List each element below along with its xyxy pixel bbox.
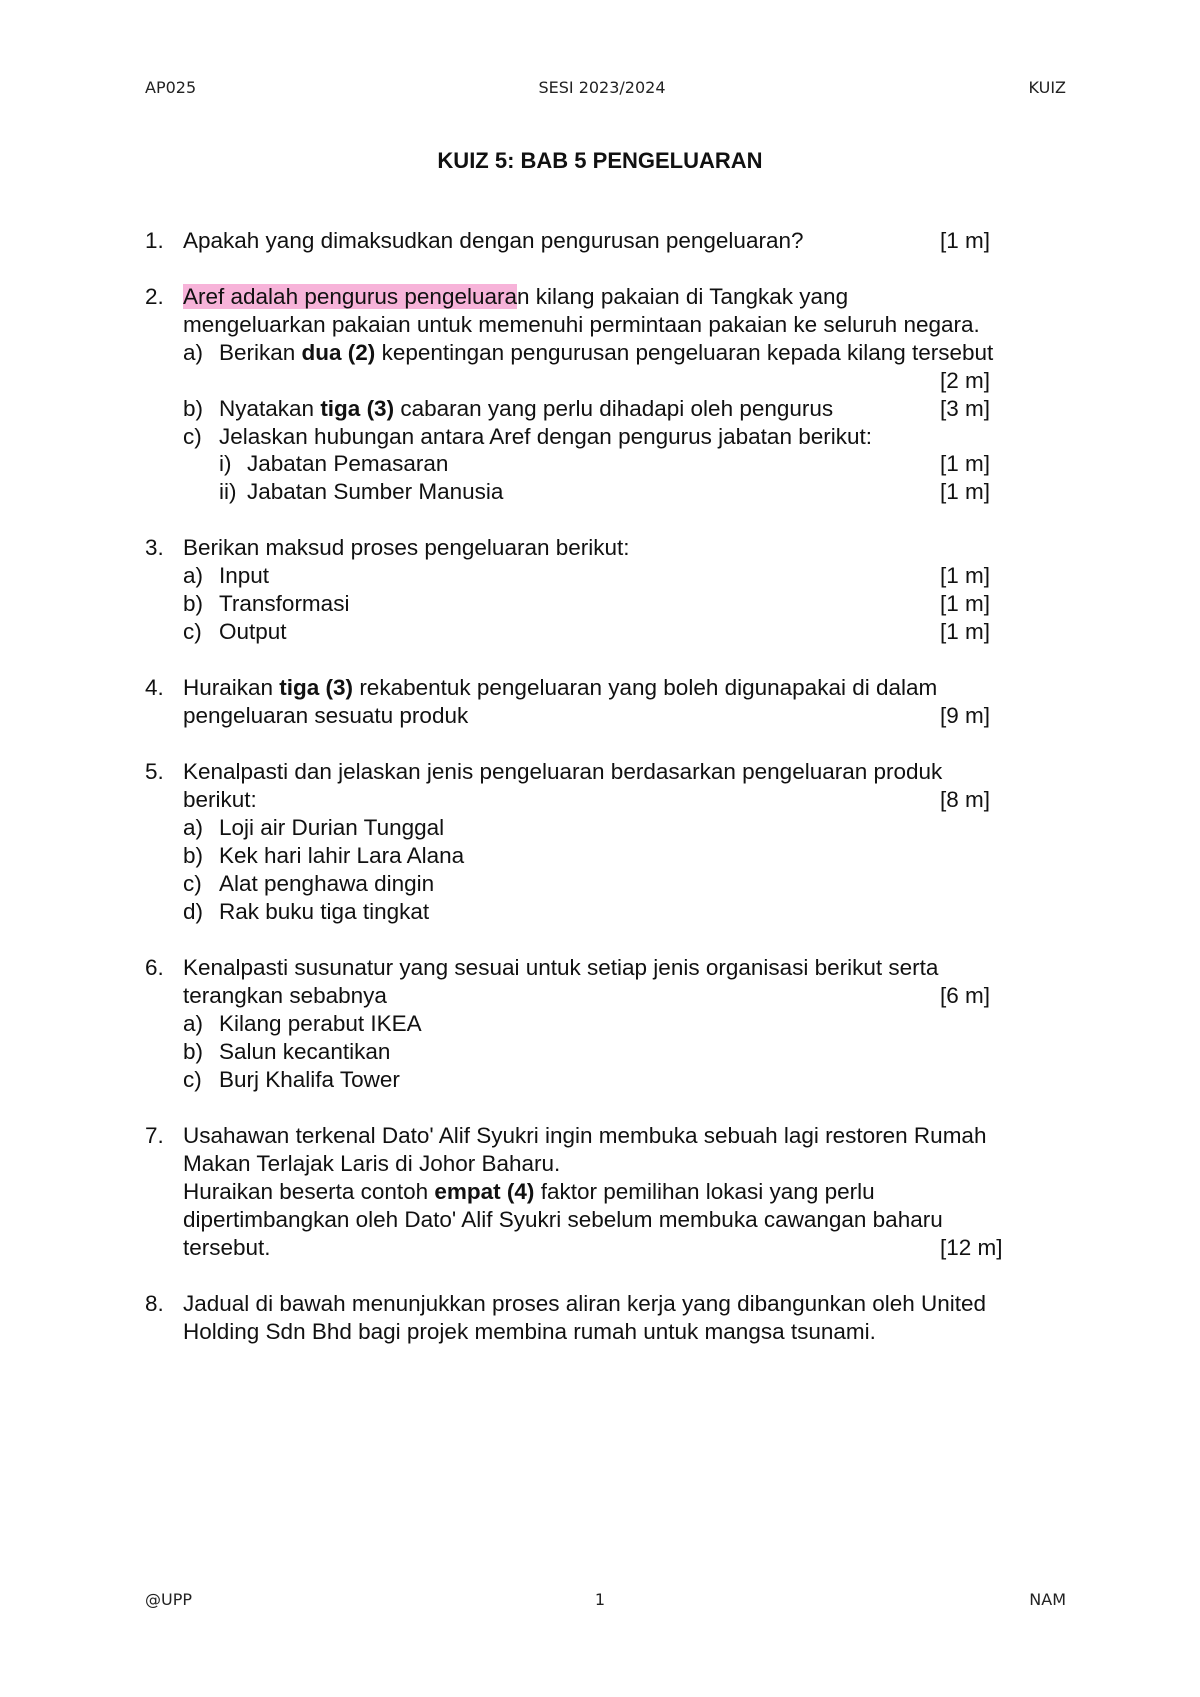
sub-label: c) bbox=[183, 871, 202, 896]
question-text-line-1: Usahawan terkenal Dato' Alif Syukri ingin membuka sebuah lagi restoren Rumah bbox=[183, 1123, 987, 1148]
marks: [1 m] bbox=[940, 479, 991, 504]
header-doc-type: KUIZ bbox=[1028, 78, 1066, 97]
sub-sub-text: Jabatan Pemasaran bbox=[247, 451, 449, 476]
sub-label: b) bbox=[183, 1039, 204, 1064]
question-text: Apakah yang dimaksudkan dengan pengurusan pengeluaran? bbox=[183, 228, 804, 253]
sub-label: b) bbox=[183, 591, 204, 616]
sub-question-text: Burj Khalifa Tower bbox=[219, 1067, 400, 1092]
sub-label: d) bbox=[183, 899, 204, 924]
question-text-line-2: Makan Terlajak Laris di Johor Baharu. bbox=[183, 1151, 561, 1176]
question-text-line-1: Kenalpasti dan jelaskan jenis pengeluaran berdasarkan pengeluaran produk bbox=[183, 759, 943, 784]
sub-sub-text: Jabatan Sumber Manusia bbox=[247, 479, 504, 504]
marks: [12 m] bbox=[940, 1235, 1003, 1260]
question-text-line-2: terangkan sebabnya bbox=[183, 983, 387, 1008]
question-number: 7. bbox=[145, 1123, 164, 1148]
question-number: 5. bbox=[145, 759, 164, 784]
marks: [9 m] bbox=[940, 703, 991, 728]
question-text-line-1: Aref adalah pengurus pengeluaran kilang pakaian di Tangkak yang bbox=[183, 284, 849, 309]
sub-sub-label: i) bbox=[219, 451, 232, 476]
sub-question-text: Nyatakan tiga (3) cabaran yang perlu dihadapi oleh pengurus bbox=[219, 396, 834, 421]
question-number: 6. bbox=[145, 955, 164, 980]
question-text-line-2: pengeluaran sesuatu produk bbox=[183, 703, 469, 728]
question-text-line-2: berikut: bbox=[183, 787, 257, 812]
sub-question-text: Berikan dua (2) kepentingan pengurusan pengeluaran kepada kilang tersebut bbox=[219, 340, 994, 365]
question-number: 2. bbox=[145, 284, 164, 309]
marks: [1 m] bbox=[940, 619, 991, 644]
footer-org: @UPP bbox=[145, 1590, 193, 1609]
page-title: KUIZ 5: BAB 5 PENGELUARAN bbox=[437, 148, 763, 173]
sub-question-text: Loji air Durian Tunggal bbox=[219, 815, 445, 840]
sub-question-text: Input bbox=[219, 563, 270, 588]
sub-question-text: Jelaskan hubungan antara Aref dengan pengurus jabatan berikut: bbox=[219, 424, 872, 449]
question-text-line-2: Holding Sdn Bhd bagi projek membina rumah untuk mangsa tsunami. bbox=[183, 1319, 876, 1344]
sub-label: b) bbox=[183, 843, 204, 868]
question-text-line-3: Huraikan beserta contoh empat (4) faktor pemilihan lokasi yang perlu bbox=[183, 1179, 875, 1204]
sub-label: c) bbox=[183, 1067, 202, 1092]
header-course-code: AP025 bbox=[145, 78, 197, 97]
header-session: SESI 2023/2024 bbox=[538, 78, 666, 97]
sub-question-text: Salun kecantikan bbox=[219, 1039, 391, 1064]
sub-question-text: Alat penghawa dingin bbox=[219, 871, 435, 896]
sub-label: c) bbox=[183, 619, 202, 644]
sub-label: a) bbox=[183, 563, 204, 588]
question-text-line-2: mengeluarkan pakaian untuk memenuhi permintaan pakaian ke seluruh negara. bbox=[183, 312, 980, 337]
highlighted-text: Aref adalah pengurus pengeluara bbox=[183, 284, 518, 309]
question-text-line-1: Jadual di bawah menunjukkan proses aliran kerja yang dibangunkan oleh United bbox=[183, 1291, 987, 1316]
question-text-line-5: tersebut. bbox=[183, 1235, 271, 1260]
question-number: 1. bbox=[145, 228, 164, 253]
sub-label: b) bbox=[183, 396, 204, 421]
marks: [8 m] bbox=[940, 787, 991, 812]
marks: [1 m] bbox=[940, 228, 991, 253]
question-number: 4. bbox=[145, 675, 164, 700]
question-number: 8. bbox=[145, 1291, 164, 1316]
sub-label: c) bbox=[183, 424, 202, 449]
sub-question-text: Output bbox=[219, 619, 287, 644]
sub-question-text: Kilang perabut IKEA bbox=[219, 1011, 422, 1036]
marks: [1 m] bbox=[940, 591, 991, 616]
marks: [3 m] bbox=[940, 396, 991, 421]
sub-question-text: Rak buku tiga tingkat bbox=[219, 899, 430, 924]
question-text-line-1: Kenalpasti susunatur yang sesuai untuk setiap jenis organisasi berikut serta bbox=[183, 955, 939, 980]
sub-label: a) bbox=[183, 340, 204, 365]
question-text-line-4: dipertimbangkan oleh Dato' Alif Syukri sebelum membuka cawangan baharu bbox=[183, 1207, 943, 1232]
page-number: 1 bbox=[594, 1590, 606, 1609]
marks: [6 m] bbox=[940, 983, 991, 1008]
marks: [1 m] bbox=[940, 563, 991, 588]
sub-label: a) bbox=[183, 1011, 204, 1036]
sub-label: a) bbox=[183, 815, 204, 840]
question-text: Berikan maksud proses pengeluaran berikut: bbox=[183, 535, 630, 560]
sub-question-text: Transformasi bbox=[219, 591, 350, 616]
marks: [2 m] bbox=[940, 368, 991, 393]
question-text-line-1: Huraikan tiga (3) rekabentuk pengeluaran yang boleh digunapakai di dalam bbox=[183, 675, 938, 700]
marks: [1 m] bbox=[940, 451, 991, 476]
sub-sub-label: ii) bbox=[219, 479, 237, 504]
question-number: 3. bbox=[145, 535, 164, 560]
footer-initials: NAM bbox=[1029, 1590, 1066, 1609]
sub-question-text: Kek hari lahir Lara Alana bbox=[219, 843, 465, 868]
